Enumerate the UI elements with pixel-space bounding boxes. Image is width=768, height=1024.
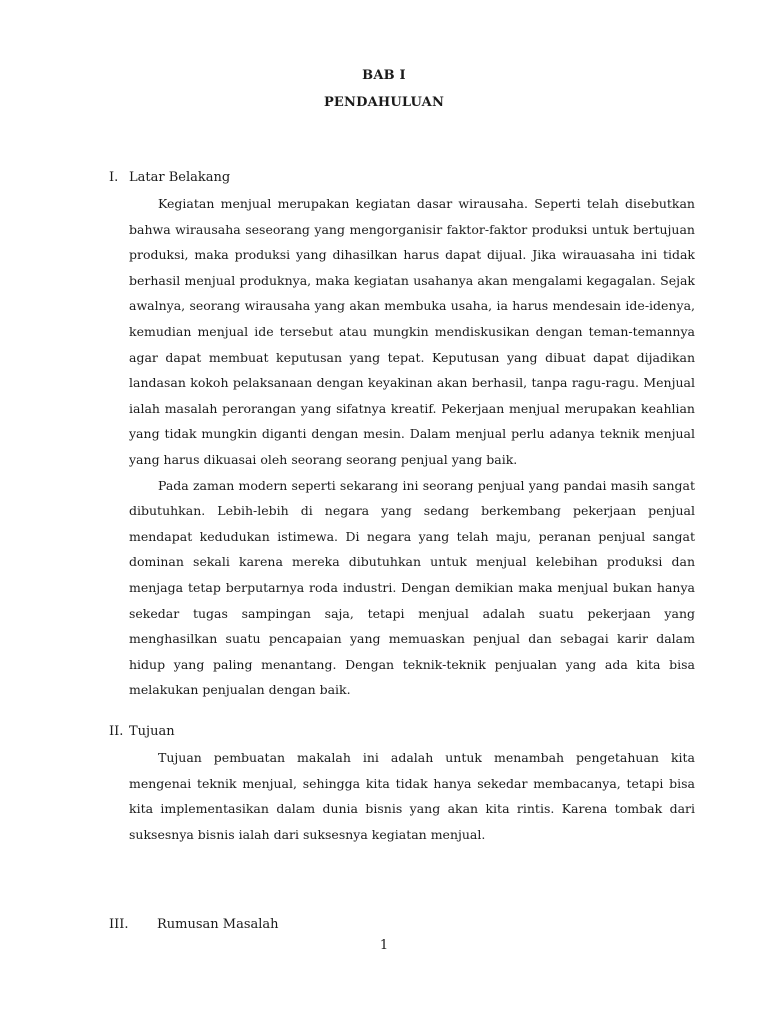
- paragraph: Pada zaman modern seperti sekarang ini seorang penjual yang pandai masih sangat dibutuhkan. Lebih-lebih di negara yang sedang berkembang pekerjaan penjual mendapat kedudukan istimewa. Di negara yang telah maju, peranan penjual sangat dominan sekali karena mereka dibutuhkan untuk menjual kelebihan produksi dan menjaga tetap berputarnya roda industri. Dengan demikian maka menjual bukan hanya sekedar tugas sampingan saja, tetapi menjual adalah suatu pekerjaan yang menghasilkan suatu pencapaian yang memuaskan penjual dan sebagai karir dalam hidup yang paling menantang. Dengan teknik-teknik penjualan yang ada kita bisa melakukan penjualan dengan baik.: [129, 477, 695, 698]
- section-heading-rumusan-masalah: [109, 917, 279, 932]
- section-number: I.: [109, 170, 119, 185]
- section-number: III.: [109, 917, 129, 932]
- section-title: Rumusan Masalah: [157, 917, 279, 932]
- chapter-number: BAB I: [362, 68, 406, 83]
- section-body-latar-belakang: [129, 191, 695, 703]
- section-title: Latar Belakang: [129, 170, 231, 185]
- section-heading-latar-belakang: [109, 170, 230, 185]
- page-number: 1: [379, 938, 389, 953]
- section-heading-tujuan: [109, 724, 175, 739]
- chapter-title: PENDAHULUAN: [323, 95, 445, 110]
- section-body-tujuan: [129, 745, 695, 847]
- paragraph: Kegiatan menjual merupakan kegiatan dasar wirausaha. Seperti telah disebutkan bahwa wirausaha seseorang yang mengorganisir faktor-faktor produksi untuk bertujuan produksi, maka produksi yang dihasilkan harus dapat dijual. Jika wirauasaha ini tidak berhasil menjual produknya, maka kegiatan usahanya akan mengalami kegagalan. Sejak awalnya, seorang wirausaha yang akan membuka usaha, ia harus mendesain ide-idenya, kemudian menjual ide tersebut atau mungkin mendiskusikan dengan teman-temannya agar dapat membuat keputusan yang tepat. Keputusan yang dibuat dapat dijadikan landasan kokoh pelaksanaan dengan keyakinan akan berhasil, tanpa ragu-ragu. Menjual ialah masalah perorangan yang sifatnya kreatif. Pekerjaan menjual merupakan keahlian yang tidak mungkin diganti dengan mesin. Dalam menjual perlu adanya teknik menjual yang harus dikuasai oleh seorang seorang penjual yang baik.: [129, 196, 695, 467]
- paragraph: Tujuan pembuatan makalah ini adalah untuk menambah pengetahuan kita mengenai teknik menjual, sehingga kita tidak hanya sekedar membacanya, tetapi bisa kita implementasikan dalam dunia bisnis yang akan kita rintis. Karena tombak dari suksesnya bisnis ialah dari suksesnya kegiatan menjual.: [129, 750, 695, 842]
- section-number: II.: [109, 724, 124, 739]
- section-title: Tujuan: [129, 724, 175, 739]
